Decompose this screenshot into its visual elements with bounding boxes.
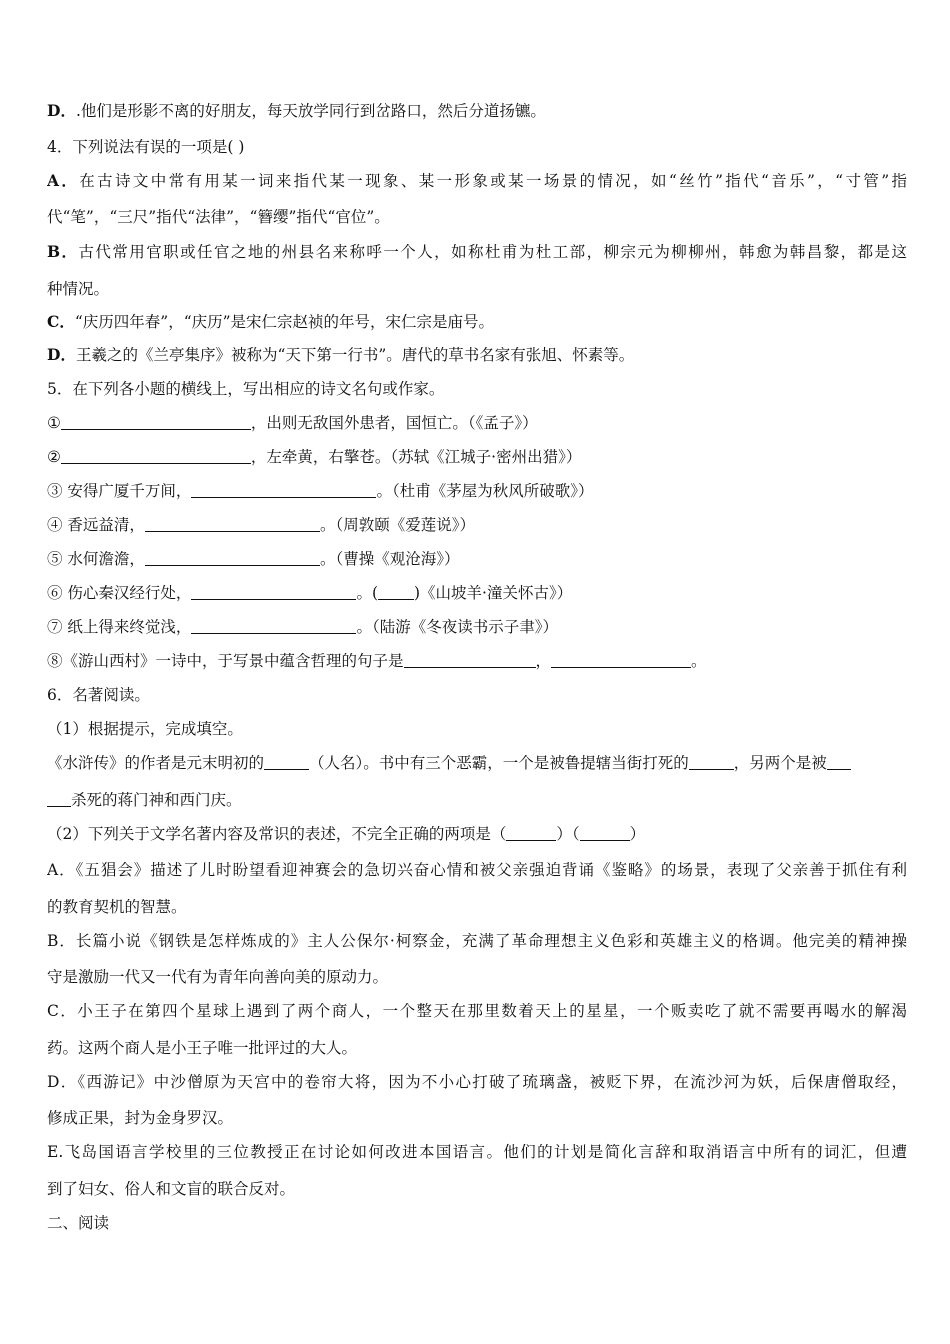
answer-blank[interactable] <box>404 652 536 668</box>
q6-option-c-line2: 药。这两个商人是小王子唯一批评过的大人。 <box>47 1039 358 1057</box>
item-text: ，另两个是被 <box>733 754 827 772</box>
answer-blank[interactable] <box>264 754 309 770</box>
answer-blank[interactable] <box>61 448 251 464</box>
answer-blank[interactable] <box>506 825 556 841</box>
item-text: 。（陆游《冬夜读书示子聿》） <box>356 618 558 636</box>
q5-stem: 5．在下列各小题的横线上，写出相应的诗文名句或作家。 <box>47 380 445 398</box>
item-text: ⑥ 伤心秦汉经行处， <box>47 584 192 602</box>
answer-blank[interactable] <box>827 754 851 770</box>
q6-option-b-line2: 守是激励一代又一代有为青年向善向美的原动力。 <box>47 968 389 986</box>
answer-blank[interactable] <box>47 791 71 807</box>
q5-item-3 <box>47 480 907 502</box>
item-text: 《水浒传》的作者是元末明初的 <box>47 754 265 772</box>
answer-blank[interactable] <box>61 414 251 430</box>
q4-option-b-line1 <box>47 241 907 263</box>
answer-blank[interactable] <box>378 584 414 600</box>
q6-part1-heading: （1）根据提示，完成填空。 <box>47 720 243 738</box>
option-label: A． <box>47 171 80 190</box>
item-text: ⑤ 水何澹澹， <box>47 550 145 568</box>
item-text: ③ 安得广厦千万间， <box>47 482 192 500</box>
item-text: 。（曹操《观沧海》） <box>319 550 460 568</box>
option-label: D． <box>47 345 76 364</box>
answer-blank[interactable] <box>191 618 356 634</box>
option-label: C． <box>47 312 75 331</box>
q5-item-4 <box>47 514 907 536</box>
item-text: ） <box>629 825 646 843</box>
item-text: 。 <box>691 652 707 670</box>
item-text: ④ 香远益清， <box>47 516 145 534</box>
item-text: （人名）。书中有三个恶霸，一个是被鲁提辖当街打死的 <box>309 754 689 772</box>
item-text: 。（杜甫《茅屋为秋风所破歌》） <box>376 482 594 500</box>
item-text: （2）下列关于文学名著内容及常识的表述，不完全正确的两项是（ <box>47 825 507 843</box>
q6-option-d-line2: 修成正果，封为金身罗汉。 <box>47 1109 234 1127</box>
q5-item-5 <box>47 548 907 570</box>
option-text: 王羲之的《兰亭集序》被称为“天下第一行书”。唐代的草书名家有张旭、怀素等。 <box>75 346 635 364</box>
answer-blank[interactable] <box>145 550 320 566</box>
q6-option-e-line1: E.飞岛国语言学校里的三位教授正在讨论如何改进本国语言。他们的计划是简化言辞和取消语言中所有的词汇，但遭 <box>47 1143 907 1161</box>
q6-part2-heading <box>47 823 907 845</box>
item-text: ⑦ 纸上得来终觉浅， <box>47 618 192 636</box>
q5-item-2 <box>47 446 907 468</box>
q6-option-d-line1: D．《西游记》中沙僧原为天宫中的卷帘大将，因为不小心打破了琉璃盏，被贬下界，在流沙河为妖，后保唐僧取经， <box>47 1073 907 1091</box>
item-text: ，出则无敌国外患者，国恒亡。（《孟子》） <box>250 414 538 432</box>
answer-blank[interactable] <box>689 754 734 770</box>
q6-stem: 6．名著阅读。 <box>47 686 150 704</box>
q4-stem: 4．下列说法有误的一项是( ) <box>47 138 245 156</box>
answer-blank[interactable] <box>191 584 356 600</box>
section-2-title: 二、阅读 <box>47 1214 110 1232</box>
answer-blank[interactable] <box>551 652 691 668</box>
answer-blank[interactable] <box>580 825 630 841</box>
q4-option-b-line2: 种情况。 <box>47 280 110 298</box>
q6-option-a-line2: 的教育契机的智慧。 <box>47 898 187 916</box>
q4-option-c <box>47 311 907 333</box>
item-text: ， <box>535 652 552 670</box>
option-text: 古代常用官职或任官之地的州县名来称呼一个人，如称杜甫为杜工部，柳宗元为柳柳州，韩愈为韩昌黎，都是这 <box>78 243 907 261</box>
option-label: B． <box>47 242 79 261</box>
q6-option-c-line1: C．小王子在第四个星球上遇到了两个商人，一个整天在那里数着天上的星星，一个贩卖吃了就不需要再喝水的解渴 <box>47 1002 907 1020</box>
q4-option-a-line2: 代“笔”，“三尺”指代“法律”，“簪缨”指代“官位”。 <box>47 208 390 226</box>
option-text: .他们是形影不离的好朋友，每天放学同行到岔路口，然后分道扬镳。 <box>75 102 546 120</box>
answer-blank[interactable] <box>191 482 376 498</box>
item-text: ）（ <box>556 825 580 843</box>
item-text: 杀死的蒋门神和西门庆。 <box>71 791 242 809</box>
q6-option-e-line2: 到了妇女、俗人和文盲的联合反对。 <box>47 1180 296 1198</box>
q6-part1-line2 <box>47 789 907 811</box>
answer-blank[interactable] <box>145 516 320 532</box>
q6-part1-line1 <box>47 752 907 774</box>
q4-option-a-line1 <box>47 170 907 192</box>
q6-option-b-line1: B．长篇小说《钢铁是怎样炼成的》主人公保尔·柯察金，充满了革命理想主义色彩和英雄主义的格调。他完美的精神操 <box>47 932 907 950</box>
item-number: ① <box>47 414 61 432</box>
q5-item-6 <box>47 582 907 604</box>
option-text: 在古诗文中常有用某一词来指代某一现象、某一形象或某一场景的情况，如“丝竹”指代“音乐”，“寸管”指 <box>79 172 907 190</box>
q6-option-a-line1: A．《五猖会》描述了儿时盼望看迎神赛会的急切兴奋心情和被父亲强迫背诵《鉴略》的场景，表现了父亲善于抓住有利 <box>47 861 907 879</box>
q3-option-d <box>47 100 907 122</box>
q5-item-7 <box>47 616 907 638</box>
q4-option-d <box>47 344 907 366</box>
item-text: 。( <box>356 584 378 602</box>
item-text: ，左牵黄，右擎苍。（苏轼《江城子·密州出猎》） <box>250 448 582 466</box>
item-number: ② <box>47 448 61 466</box>
item-text: 。（周敦颐《爱莲说》） <box>319 516 475 534</box>
q5-item-1 <box>47 412 907 434</box>
item-text: )《山坡羊·潼关怀古》） <box>414 584 573 602</box>
option-label: D． <box>47 101 76 120</box>
q5-item-8 <box>47 650 907 672</box>
item-text: ⑧《游山西村》一诗中，于写景中蕴含哲理的句子是 <box>47 652 404 670</box>
option-text: “庆历四年春”，“庆历”是宋仁宗赵祯的年号，宋仁宗是庙号。 <box>74 313 495 331</box>
